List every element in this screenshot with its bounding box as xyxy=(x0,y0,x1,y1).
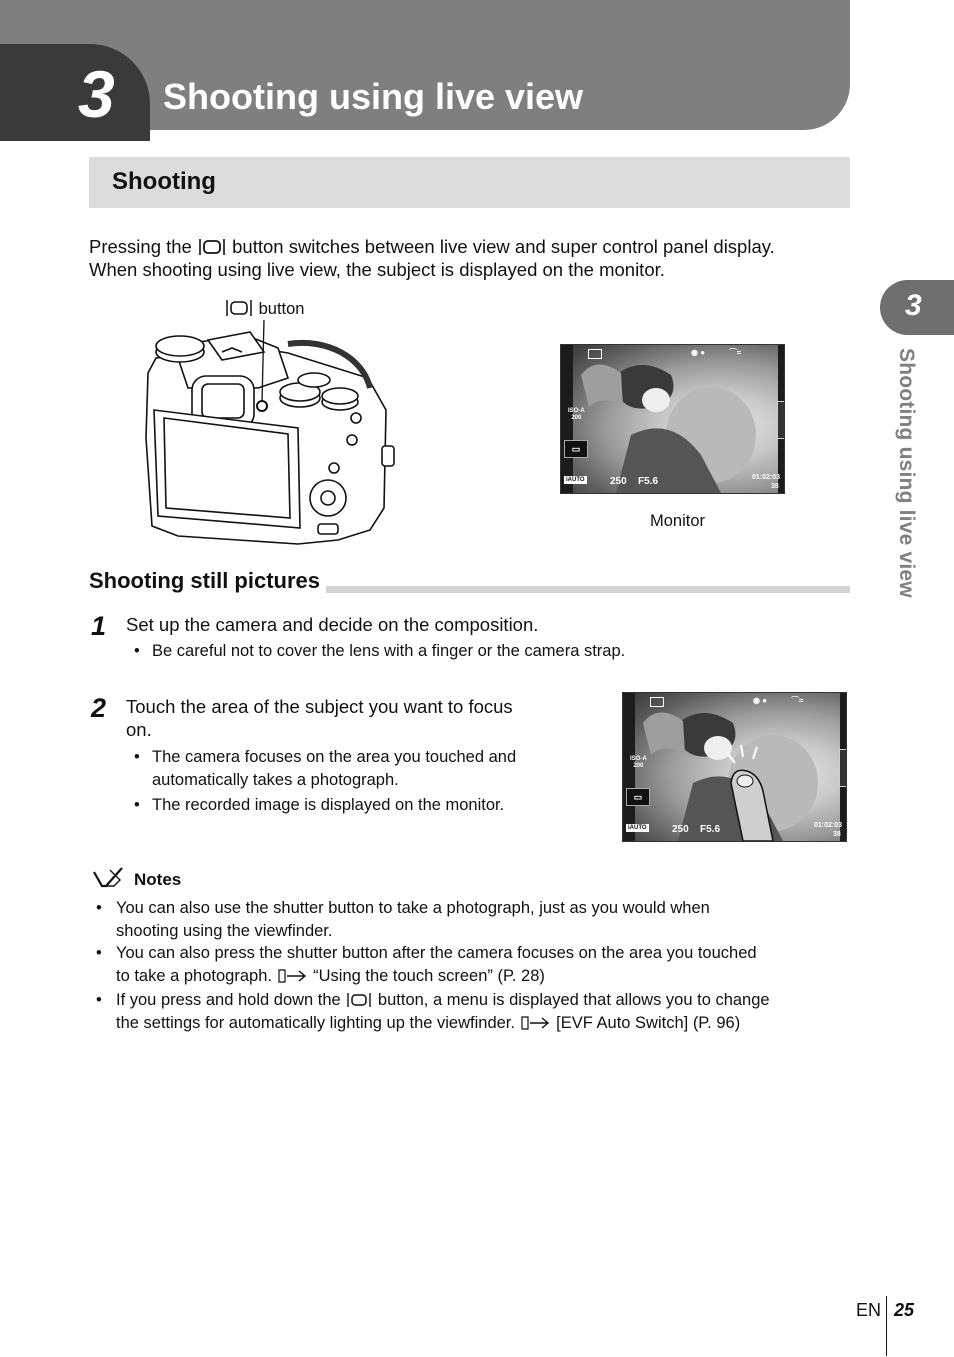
button-callout-label: button xyxy=(258,300,305,318)
chapter-number: 3 xyxy=(78,57,115,131)
finger-icon xyxy=(723,743,803,841)
aperture: F5.6 xyxy=(700,824,721,835)
lv-button-icon xyxy=(345,992,373,1008)
stabilizer-icon: ◉ ● xyxy=(691,348,706,357)
notes-pencil-icon xyxy=(92,866,124,890)
note-3-line-1-post: button, a menu is displayed that allows you to change xyxy=(377,991,770,1009)
notes-title: Notes xyxy=(134,870,182,889)
shots-remaining: 38 xyxy=(771,483,779,490)
shooting-mode: iAUTO xyxy=(566,477,585,483)
intro-paragraph xyxy=(89,235,849,281)
step-2-bullet-1-line-1: The camera focuses on the area you touched and xyxy=(152,748,517,766)
step-2-bullet-1-line-2: automatically takes a photograph. xyxy=(152,770,399,789)
step-2-text-line-2: on. xyxy=(126,719,152,740)
footer-divider xyxy=(886,1296,887,1356)
live-view-subject xyxy=(561,345,784,493)
note-item-2: • You can also press the shutter button after the camera focuses on the area you touched to take a photograph. “Using the touch screen” (P. 28) xyxy=(96,942,757,987)
step-2-text-line-1: Touch the area of the subject you want to focus xyxy=(126,696,513,717)
intro-line-1-post: button switches between live view and super control panel display. xyxy=(232,236,775,257)
step-1-bullet: • Be careful not to cover the lens with a finger or the camera strap. xyxy=(126,640,625,663)
camera-illustration xyxy=(138,318,408,550)
subsection-title: Shooting still pictures xyxy=(89,568,326,594)
reference-icon xyxy=(277,968,309,984)
note-2-line-1: You can also press the shutter button after the camera focuses on the area you touched xyxy=(116,944,757,962)
shutter-speed: 250 xyxy=(610,476,627,487)
intro-line-2: When shooting using live view, the subject is displayed on the monitor. xyxy=(89,259,665,280)
iso-indicator xyxy=(630,756,647,770)
page-number: 25 xyxy=(894,1300,915,1320)
note-1-line-2: shooting using the viewfinder. xyxy=(116,921,333,940)
record-time: 01:02:03 xyxy=(752,474,781,481)
footer-language: EN xyxy=(856,1300,882,1320)
monitor-label: Monitor xyxy=(650,512,706,530)
battery-icon xyxy=(650,697,664,707)
iso-value: 200 xyxy=(571,415,582,421)
intro-line-1 xyxy=(89,235,849,258)
note-3-reference[interactable]: [EVF Auto Switch] (P. 96) xyxy=(556,1013,741,1032)
step-1-text: Set up the camera and decide on the composition. xyxy=(126,614,539,635)
iso-value: 200 xyxy=(633,763,644,769)
drive-mode-icon[interactable]: ▭ xyxy=(564,440,588,458)
step-1-bullet-text: Be careful not to cover the lens with a finger or the camera strap. xyxy=(152,642,626,660)
iso-label: ISO-A xyxy=(630,756,647,762)
step-2-bullet-2-text: The recorded image is displayed on the monitor. xyxy=(152,796,505,814)
step-1-number: 1 xyxy=(91,611,107,641)
note-2-reference[interactable]: “Using the touch screen” (P. 28) xyxy=(313,966,545,985)
step-2-text xyxy=(126,695,513,741)
note-2-line-2-text: to take a photograph. xyxy=(116,966,272,985)
step-2-bullet-1: • The camera focuses on the area you touched and automatically takes a photograph. xyxy=(126,746,516,791)
side-tab-number: 3 xyxy=(905,289,922,322)
note-3-line-2-text: the settings for automatically lighting up the viewfinder. xyxy=(116,1013,515,1032)
touch-screen xyxy=(622,692,847,842)
battery-icon xyxy=(588,349,602,359)
wifi-icon: ⌒≈ xyxy=(791,696,804,705)
lv-button-icon xyxy=(197,238,227,256)
note-2-line-2 xyxy=(116,965,757,988)
record-time: 01:02:03 xyxy=(814,822,843,829)
shooting-mode: iAUTO xyxy=(628,825,647,831)
section-title: Shooting xyxy=(112,168,216,195)
wifi-icon: ⌒≈ xyxy=(729,348,742,357)
note-3-line-1 xyxy=(116,989,770,1012)
chapter-title: Shooting using live view xyxy=(163,76,584,117)
monitor-screen xyxy=(560,344,785,494)
aperture: F5.6 xyxy=(638,476,659,487)
iso-indicator xyxy=(568,408,585,422)
intro-line-1-pre: Pressing the xyxy=(89,236,192,257)
note-3-line-2 xyxy=(116,1012,770,1035)
slide-tab[interactable] xyxy=(839,749,847,787)
iso-label: ISO-A xyxy=(568,408,585,414)
slide-tab[interactable] xyxy=(777,401,785,439)
note-item-3: • If you press and hold down the button, a menu is displayed that allows you to change the settings for automatically lighting up the viewfinder. [EVF Auto Switch] (P. 96) xyxy=(96,989,770,1034)
note-1-line-1: You can also use the shutter button to take a photograph, just as you would when xyxy=(116,899,710,917)
lv-button-icon xyxy=(224,299,254,317)
chapter-number-tab xyxy=(0,44,150,141)
shots-remaining: 38 xyxy=(833,831,841,838)
drive-mode-icon[interactable]: ▭ xyxy=(626,788,650,806)
stabilizer-icon: ◉ ● xyxy=(753,696,768,705)
step-2-number: 2 xyxy=(91,693,107,723)
note-3-line-1-pre: If you press and hold down the xyxy=(116,991,341,1009)
reference-icon xyxy=(520,1015,552,1031)
step-2-bullet-2: • The recorded image is displayed on the monitor. xyxy=(126,794,504,817)
note-item-1: • You can also use the shutter button to take a photograph, just as you would when shooting using the viewfinder. xyxy=(96,897,710,942)
side-tab-text: Shooting using live view xyxy=(895,348,918,598)
shutter-speed: 250 xyxy=(672,824,689,835)
